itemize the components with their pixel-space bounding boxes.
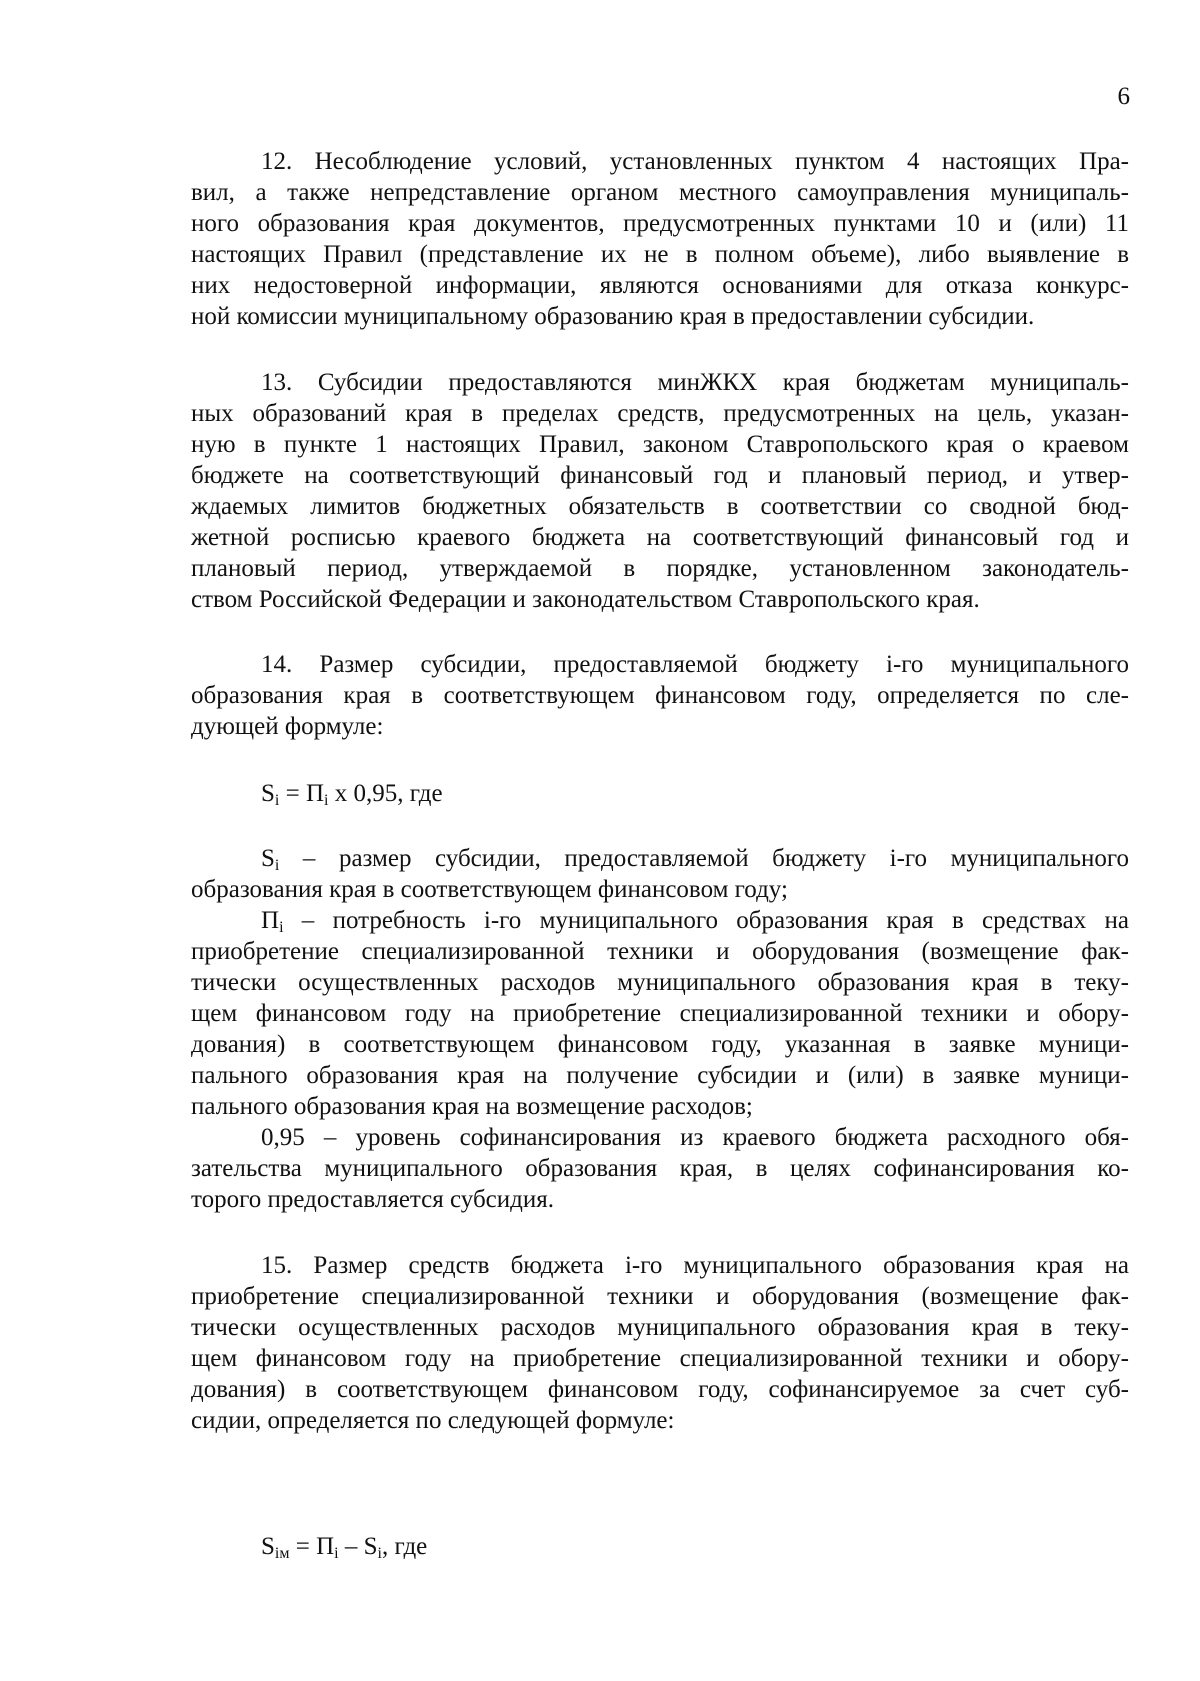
text-line: дования) в соответствующем финансовом году, софинансируемое за счет суб-	[191, 1376, 1129, 1403]
paragraph-12	[191, 146, 1129, 332]
formula-municipal-share	[261, 1531, 427, 1562]
text-line: жетной росписью краевого бюджета на соответствующий финансовый год и	[191, 524, 1129, 551]
text-line: настоящих Правил (представление их не в полном объеме), либо выявление в	[191, 241, 1129, 268]
text-line: ной комиссии муниципальному образованию края в предоставлении субсидии.	[191, 303, 1035, 330]
text-line: приобретение специализированной техники и оборудования (возмещение фак-	[191, 938, 1129, 965]
page-number: 6	[1117, 83, 1130, 110]
text-line: ную в пункте 1 настоящих Правил, законом Ставропольского края о краевом	[191, 431, 1129, 458]
text-line: зательства муниципального образования края, в целях софинансирования ко-	[191, 1155, 1129, 1182]
formula-subscript: i	[279, 919, 284, 936]
formula-symbol: S	[261, 845, 275, 872]
text-line: тически осуществленных расходов муниципального образования края в теку-	[191, 969, 1129, 996]
text-line: 14. Размер субсидии, предоставляемой бюджету i-го муниципального	[261, 651, 1129, 678]
formula-subscript: i	[324, 792, 329, 809]
formula-subscript: i	[334, 1545, 339, 1562]
formula-text: – S	[338, 1533, 378, 1560]
text-line: плановый период, утверждаемой в порядке, установленном законодатель-	[191, 555, 1129, 582]
text-line: щем финансовом году на приобретение специализированной техники и обору-	[191, 1000, 1129, 1027]
formula-text: = П	[289, 1533, 335, 1560]
text-line: щем финансовом году на приобретение специализированной техники и обору-	[191, 1345, 1129, 1372]
formula-symbol: S	[261, 780, 275, 807]
text-line: вил, а также непредставление органом местного самоуправления муниципаль-	[191, 179, 1129, 206]
text-line: сидии, определяется по следующей формуле:	[191, 1407, 675, 1434]
formula-symbol: S	[261, 1533, 275, 1560]
text-line: образования края в соответствующем финансовом году, определяется по сле-	[191, 682, 1129, 709]
text-line: них недостоверной информации, являются основаниями для отказа конкурс-	[191, 272, 1129, 299]
text-line: 0,95 – уровень софинансирования из краевого бюджета расходного обя-	[261, 1124, 1129, 1151]
text-line: ством Российской Федерации и законодательством Ставропольского края.	[191, 586, 980, 613]
text-line: образования края в соответствующем финансовом году;	[191, 876, 788, 903]
text-line	[191, 843, 1129, 874]
paragraph-15	[191, 1250, 1129, 1436]
formula-subscript: iм	[274, 1545, 290, 1562]
text-line: ного образования края документов, предусмотренных пунктами 10 и (или) 11	[191, 210, 1129, 237]
paragraph-14	[191, 649, 1129, 742]
text-line: бюджете на соответствующий финансовый год и плановый период, и утвер-	[191, 462, 1129, 489]
text-line: дующей формуле:	[191, 713, 384, 740]
formula-subsidy	[261, 778, 443, 809]
text-fragment: – потребность i-го муниципального образования края в средствах на	[283, 907, 1129, 934]
formula-subscript: i	[274, 857, 280, 874]
formula-subscript: i	[377, 1545, 382, 1562]
paragraph-13	[191, 367, 1129, 615]
formula-symbol: П	[261, 907, 280, 934]
text-line	[191, 905, 1129, 936]
text-line: дования) в соответствующем финансовом году, указанная в заявке муници-	[191, 1031, 1129, 1058]
text-line: торого предоставляется субсидия.	[191, 1186, 554, 1213]
text-line: 13. Субсидии предоставляются минЖКХ края бюджетам муниципаль-	[261, 369, 1129, 396]
formula-subscript: i	[274, 792, 280, 809]
definition-pi	[191, 905, 1129, 1122]
formula-text: x 0,95, где	[328, 780, 443, 807]
text-line: 15. Размер средств бюджета i-го муниципального образования края на	[261, 1252, 1129, 1279]
formula-text: = П	[279, 780, 325, 807]
definition-si	[191, 843, 1129, 905]
text-line: тически осуществленных расходов муниципального образования края в теку-	[191, 1314, 1129, 1341]
definition-095	[191, 1122, 1129, 1215]
text-fragment: – размер субсидии, предоставляемой бюджету i-го муниципального	[279, 845, 1129, 872]
text-line: приобретение специализированной техники и оборудования (возмещение фак-	[191, 1283, 1129, 1310]
text-line: 12. Несоблюдение условий, установленных пунктом 4 настоящих Пра-	[261, 148, 1129, 175]
text-line: пального образования края на возмещение расходов;	[191, 1093, 753, 1120]
text-line: ных образований края в пределах средств, предусмотренных на цель, указан-	[191, 400, 1129, 427]
formula-text: , где	[381, 1533, 428, 1560]
text-line: пального образования края на получение субсидии и (или) в заявке муници-	[191, 1062, 1129, 1089]
text-line: ждаемых лимитов бюджетных обязательств в соответствии со сводной бюд-	[191, 493, 1129, 520]
